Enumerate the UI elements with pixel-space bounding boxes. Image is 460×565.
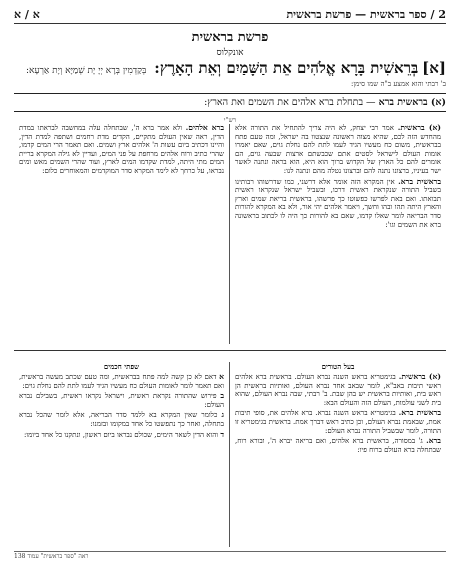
mizrachi-lead: ג xyxy=(221,410,225,420)
header-book-label: ספר בראשית xyxy=(370,7,427,21)
onkelos-title: אונקלוס xyxy=(216,48,244,58)
baal-haturim-lead: בראשית ברא. xyxy=(398,408,441,418)
section-divider xyxy=(14,350,446,351)
baal-haturim-text: בגימטריא בראש השנה נברא. ברא אלהים את, סופי תיבות אמת, שבאמת נברא העולם, וכן כתיב ראש דברך אמת. בראשית בגימטריא זו התורה, לומר שבשביל התורה נברא העולם: xyxy=(235,409,441,435)
verse-divider xyxy=(14,93,446,94)
mizrachi-text: דאם לא כן קשה למה פתח בבראשית, ומה טעם שכתב מעשה בראשית, ואם תאמר לומר לאומות העולם כח מעשיו הגיד לעמו לתת להם נחלת גוים: xyxy=(19,373,224,390)
rashi-paragraph xyxy=(235,178,441,230)
rashi-text: אמר רבי יצחק, לא היה צריך להתחיל את התורה אלא מהחדש הזה לכם, שהיא מצוה ראשונה שנצטוו בה ישראל, ומה טעם פתח בבראשית, משום כח מעשיו הגיד לעמו לתת להם נחלת גוים, שאם יאמרו אומות העולם לישראל לסטים אתם שכבשתם ארצות שבעה גוים, הם אומרים להם כל הארץ של הקדוש ברוך הוא היא, הוא בראה ונתנה לאשר ישר בעיניו, ברצונו נתנה להם וברצונו נטלה מהם ונתנה לנו: xyxy=(235,124,441,175)
rashi-lead: ברא אלהים. xyxy=(185,124,224,132)
baal-haturim-text: ג' במסורה, בראשית ברא אלהים, ואם בריאה יברא ה', ובורא רוח, שבתחלה ברא העולם ברוח פיו: xyxy=(235,437,441,454)
rashi-column-right xyxy=(230,124,446,344)
rashi-lead: בראשית ברא. xyxy=(398,176,441,186)
verse-text: בְּרֵאשִׁית בָּרָא אֱלֹהִים אֵת הַשָּׁמַיִם וְאֵת הָאָרֶץ: xyxy=(154,59,419,77)
mizrachi-paragraph xyxy=(19,392,224,409)
baal-haturim-column xyxy=(230,362,446,547)
baal-haturim-text: בגימטריא בראש השנה נברא העולם. בראשית ברא אלהים ראשי תיבות באב"א, לומר שבאב אחד נברא העולם, ואותיות בראשית הן ראש בית, ואותיות בראשית יש בהן שבת. ב' רבתי, שבה נברא העולם, שהוא בית לשני עולמות, העולם הזה והעולם הבא: xyxy=(235,373,441,407)
rashi-paragraph xyxy=(235,124,441,176)
rashi-text: אין המקרא הזה אומר אלא דרשני, כמו שדרשוהו רבותינו בשביל התורה שנקראת ראשית דרכו, ובשביל ישראל שנקראו ראשית תבואתו. ואם באת לפרשו כפשוטו כך פרשהו, בראשית בריאת שמים וארץ והארץ היתה תהו ובהו וחשך, ויאמר אלהים יהי אור, ולא בא המקרא להורות סדר הבריאה לומר שאלו קדמו, שאם בא להורות כך היה לו לכתוב בראשונה ברא את השמים וגו': xyxy=(235,177,441,229)
mizrachi-text: פירוש שהתורה נקראת ראשית, וישראל נקראו ראשית, בשבילם נברא העולם: xyxy=(19,392,224,409)
mizrachi-text: כלומר שאין המקרא בא ללמד סדר הבריאה, אלא לומר שהכל נברא בתחלה, ואחר כך נתפשטו כל אחד במקומו ובזמנו: xyxy=(19,411,224,428)
verse-number: [א] xyxy=(422,59,446,77)
mizrachi-paragraph xyxy=(19,411,224,428)
header-separator: — xyxy=(351,7,367,21)
header-separator: / xyxy=(426,7,435,21)
mizrachi-lead: ד xyxy=(220,429,224,439)
baal-haturim-paragraph xyxy=(235,373,441,407)
baal-haturim-title: בעל הטורים xyxy=(321,362,355,371)
mizrachi-title: שפתי חכמים xyxy=(103,362,140,371)
header-left-label: א / א xyxy=(14,7,40,21)
lower-commentary-section xyxy=(14,362,446,547)
baal-haturim-paragraph xyxy=(235,409,441,435)
mizrachi-paragraph xyxy=(19,373,224,390)
header-divider xyxy=(14,23,446,24)
mizrachi-text: והוא הדין לשאר הימים, שכולם נבראו ביום ראשון, ונתקנו כל אחד ביומו: xyxy=(23,430,219,439)
header-parsha-label: פרשת בראשית xyxy=(286,7,352,21)
baal-haturim-lead: ברא. xyxy=(426,436,441,446)
mizrachi-column xyxy=(14,362,230,547)
header-right xyxy=(286,8,446,21)
footer-divider xyxy=(14,551,446,552)
rashi-section xyxy=(14,124,446,344)
rashi-column-left xyxy=(14,124,230,344)
onkelos-lead: (א) בראשית ברא xyxy=(378,97,446,108)
baal-haturim-lead: (א) בראשית. xyxy=(398,372,441,381)
footer-note: ראה "ספר בראשית" עמוד 138 xyxy=(14,553,89,560)
mizrachi-paragraph xyxy=(19,431,224,440)
mizrachi-lead: ב xyxy=(220,391,224,401)
verse-note: ב' רבתי והוא אמצע ב"ה שמו סימן: xyxy=(351,80,446,88)
rashi-text: ולא אמר ברא ה', שבתחלה עלה במחשבה לבראתו במדת הדין, ראה שאין העולם מתקיים, הקדים מדת רחמים ושתפה למדת הדין, והיינו דכתיב ביום עשות ה' אלהים ארץ ושמים. ואם תאמר הרי המים קדמו, שהרי כתיב ורוח אלהים מרחפת על פני המים, ועדיין לא גילה המקרא בריית המים מתי היתה, למדת שקדמו המים לארץ, ועוד שהרי השמים מאש ומים נבראו, על כרחך לא לימד המקרא סדר המוקדמים והמאוחרים כלום: xyxy=(19,124,224,175)
header-page-number: 2 xyxy=(438,7,446,21)
page-header xyxy=(14,6,446,22)
onkelos-text: — בתחלת ברא אלהים את השמים ואת הארץ: xyxy=(204,97,376,108)
mizrachi-lead: א xyxy=(219,372,224,381)
commentary-label: רש"י xyxy=(223,116,237,124)
verse-line xyxy=(14,59,446,78)
onkelos-divider xyxy=(14,111,446,112)
onkelos-line xyxy=(14,97,446,108)
baal-haturim-paragraph xyxy=(235,437,441,454)
verse-translation: בְּקַדְמִין בְּרָא יְיָ יָת שְׁמַיָּא וְיָת אַרְעָא: xyxy=(25,66,147,76)
rashi-lead: (א) בראשית. xyxy=(397,124,441,132)
parsha-title: פרשת בראשית xyxy=(191,30,269,45)
rashi-paragraph xyxy=(19,124,224,176)
